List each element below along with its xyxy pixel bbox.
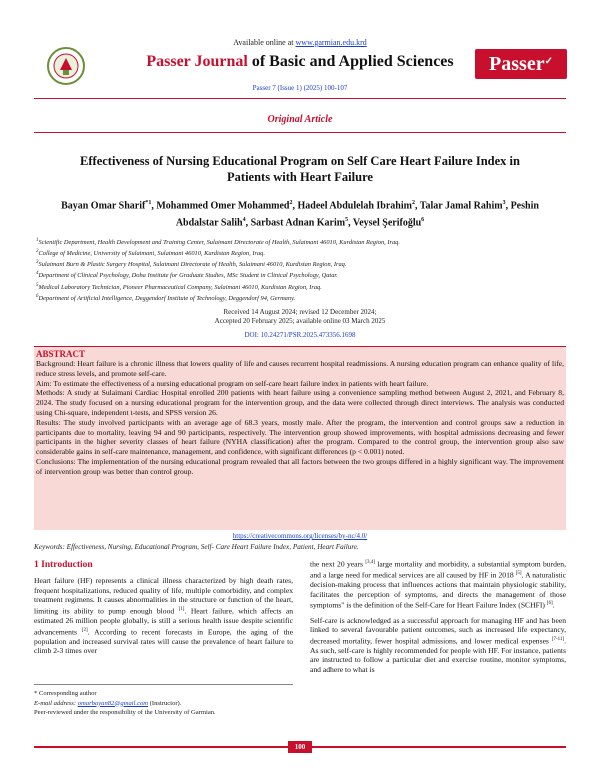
affiliation-text: Department of Artificial Intelligence, Deggendorf Institute of Technology, Deggendorf 94, Germany. [38, 294, 296, 302]
journal-title-rest: of Basic and Applied Sciences [247, 53, 454, 70]
intro-text-9: . As such, self-care is highly recommended for people with HF. For instance, patients are instructed to follow a particular diet and exercise routine, monitor symptoms, and adhere to what is [310, 636, 566, 675]
intro-text-5: large mortality and morbidity, a substantial symptom burden, and a large need for medical services are all caused by HF in 2018 [310, 559, 566, 580]
abstract-conclusions: Conclusions: The implementation of the nursing educational program revealed that all factors between the two groups differed in a highly significant way. The improvement of intervention group was better than control group. [36, 456, 564, 476]
license-link[interactable]: https://creativecommons.org/licenses/by-nc/4.0/ [232, 532, 368, 540]
affiliation-list [36, 236, 566, 303]
intro-text-3: . According to recent forecasts in Europe, the aging of the population and increased survival rates will cause the prevalence of heart failure to climb 2-3 times over [34, 627, 293, 656]
affiliation-text: Sulaimani Burn & Plastic Surgery Hospital, Sulaimani Directorate of Health, Sulaimani 46010, Kurdistan Region, Iraq. [38, 261, 347, 269]
intro-text-1: Heart failure (HF) represents a clinical illness characterized by high death rates, frequent hospitalizations, reduced quality of life, multiple comorbidity, and complex treatment regimens. It causes abnormalities in the structure or function of the heart, limiting its ability to pump enough blood [34, 576, 293, 616]
abstract-aim: Aim: To estimate the effectiveness of a nursing educational program on self-care heart failure index in patients with heart failure. [36, 378, 429, 388]
email-suffix: (Instructor). [148, 699, 182, 707]
right-column [310, 558, 566, 680]
author-separator: , [292, 200, 298, 212]
author-name: Sarbast Adnan Karim [250, 217, 346, 229]
citation-ref[interactable]: [5] [515, 571, 522, 577]
dates-received: Received 14 August 2024; revised 12 December 2024; [223, 308, 377, 316]
abstract-methods: Methods: A study at Sulaimani Cardiac Hospital enrolled 200 patients with heart failure using a convenience sampling method between August 2, 2021, and February 8, 2024. The study focused on a nursing educational program for the intervention group, and the data were collected through direct interviews. The analysis was conducted using Chi-square, independent t-tests, and SPSS version 26. [36, 388, 564, 417]
passer-logo [475, 49, 567, 79]
intro-paragraph-1 [34, 576, 293, 656]
paper-title-line-1: Effectiveness of Nursing Educational Program on Self Care Heart Failure Index in [80, 154, 520, 168]
intro-paragraph-2 [310, 558, 566, 611]
dates-accepted: Accepted 20 February 2025; available online 03 March 2025 [214, 317, 386, 325]
article-dates [0, 308, 600, 326]
author-affiliation-marker: 6 [421, 217, 425, 224]
author-name: Talar Jamal Rahim [419, 200, 503, 212]
author-separator: , [414, 200, 420, 212]
doi-link[interactable]: DOI: 10.24271/PSR.2025.473356.1698 [244, 331, 356, 339]
intro-text-7: . [552, 600, 555, 610]
author-list [60, 196, 540, 231]
passer-logo-text: Passer [489, 53, 545, 75]
citation-ref[interactable]: [6] [546, 601, 553, 607]
intro-text-4: the next 20 years [310, 559, 366, 569]
abstract-results: Results: The study involved participants with an average age of 68.3 years, mostly male. After the program, the intervention and control groups saw a reduction in participants due to mortality, leaving 94 and 90 participants, respectively. The intervention group showed improvements, with hospital admissions decreasing and fewer participants in the higher severity classes of heart failure (NYHA classification) after the program. Compared to the control group, the intervention group also saw considerable gains in self-care maintenance, management, and confidence, with significant differences (p < 0.001) noted. [36, 417, 564, 457]
affiliation-text: Scientific Department, Health Development and Training Center, Sulaimani Directorate of Health, Sulaimani 46010, Kurdistan Region, Iraq. [38, 239, 400, 247]
author-separator: , [505, 200, 511, 212]
paper-title [60, 153, 540, 185]
affiliation-number: 5 [36, 282, 39, 288]
email-line [34, 699, 293, 709]
citation-ref[interactable]: [3,4] [365, 560, 375, 565]
intro-text-2: . Heart failure, which affects an estimated 26 million people globally, is still a serious health issue despite scientific advancements [34, 606, 293, 637]
affiliation-text: Medical Laboratory Technician, Pioneer Pharmaceutical Company, Sulaimani 46010, Kurdistan Region, Iraq. [38, 283, 322, 291]
citation-ref[interactable]: [2] [81, 627, 88, 633]
keywords: Keywords: Effectiveness, Nursing, Educational Program, Self- Care Heart Failure Index, Patient, Heart Failure. [34, 543, 359, 551]
affiliation-number: 2 [36, 249, 39, 255]
affiliation-item [36, 281, 566, 292]
author-name: Peshin Abdalstar Salih [175, 200, 539, 229]
author-name: Bayan Omar Sharif [61, 200, 146, 212]
intro-text-6: . A naturalistic decision-making process that influences actions that maintain physiologic stability, facilitates the perception of symptoms, and directs the management of those symptoms" is the definition of the Self-Care for Heart Failure Index (SCHFI) [310, 570, 566, 610]
page-number: 100 [288, 741, 312, 753]
affiliation-item [36, 247, 566, 258]
availability-prefix: Available online at [233, 38, 296, 47]
affiliation-item [36, 292, 566, 303]
author-affiliation-marker: 5 [345, 217, 349, 224]
affiliation-item [36, 236, 566, 247]
affiliation-text: Department of Clinical Psychology, Doha Institute for Graduate Studies, MSc Student in Clinical Psychology, Qatar. [38, 272, 338, 280]
author-separator: , [245, 217, 251, 229]
author-affiliation-marker: 3 [502, 200, 506, 206]
author-separator: , [348, 217, 353, 229]
email-label: E-mail address: [34, 699, 78, 707]
author-name: Hadeel Abdulelah Ibrahim [297, 200, 412, 212]
journal-title-red: Passer Journal [146, 53, 248, 70]
introduction-heading: 1 Introduction [34, 560, 93, 570]
author-affiliation-marker: *1 [145, 200, 152, 206]
abstract-background: Background: Heart failure is a chronic illness that lowers quality of life and causes recurrent hospital readmissions. A nursing education program can enhance quality of life, reduce stress levels, and promote self-care. [36, 359, 564, 378]
citation-ref[interactable]: [7-11] [551, 636, 565, 642]
header-divider [34, 98, 566, 99]
author-separator: , [151, 200, 157, 212]
garmian-website-link[interactable]: www.garmian.edu.krd [295, 38, 367, 47]
affiliation-number: 4 [36, 271, 39, 277]
author-name: Veysel Şerifoğlu [352, 217, 422, 229]
abstract-heading: ABSTRACT [36, 349, 86, 359]
affiliation-item [36, 258, 566, 269]
corresponding-footnote [34, 684, 293, 718]
intro-text-8: Self-care is acknowledged as a successful approach for managing HF and has been linked to several favourable patient outcomes, such as increased life expectancy, decreased mortality, fewer hospital admissions, and lower medical expenses [310, 615, 566, 646]
author-email-link[interactable]: omarbayan82@gmail.com [77, 699, 149, 707]
paper-title-line-2: Patients with Heart Failure [227, 170, 373, 184]
affiliation-number: 1 [36, 238, 39, 243]
abstract-box [34, 346, 566, 530]
title-divider [34, 132, 566, 133]
author-affiliation-marker: 2 [411, 200, 415, 206]
availability-line [0, 38, 600, 47]
article-type: Original Article [267, 114, 333, 125]
author-affiliation-marker: 2 [289, 200, 293, 206]
passer-logo-mark: ✓ [544, 56, 553, 67]
affiliation-number: 3 [36, 260, 39, 266]
affiliation-item [36, 269, 566, 280]
author-affiliation-marker: 4 [242, 217, 246, 224]
intro-paragraph-3 [310, 616, 566, 675]
citation-ref[interactable]: [1] [178, 606, 185, 612]
left-column [34, 576, 293, 661]
issue-line: Passer 7 (Issue 1) (2025) 100-107 [252, 84, 348, 92]
corresponding-author-label: * Corresponding author [34, 690, 97, 697]
affiliation-number: 6 [36, 293, 39, 299]
affiliation-text: College of Medicine, University of Sulaimani, Sulaimani 46010, Kurdistan Region, Iraq. [38, 250, 265, 258]
peer-review-note: Peer-reviewed under the responsibility of the University of Garmian. [34, 709, 216, 716]
author-name: Mohammed Omer Mohammed [156, 200, 290, 212]
